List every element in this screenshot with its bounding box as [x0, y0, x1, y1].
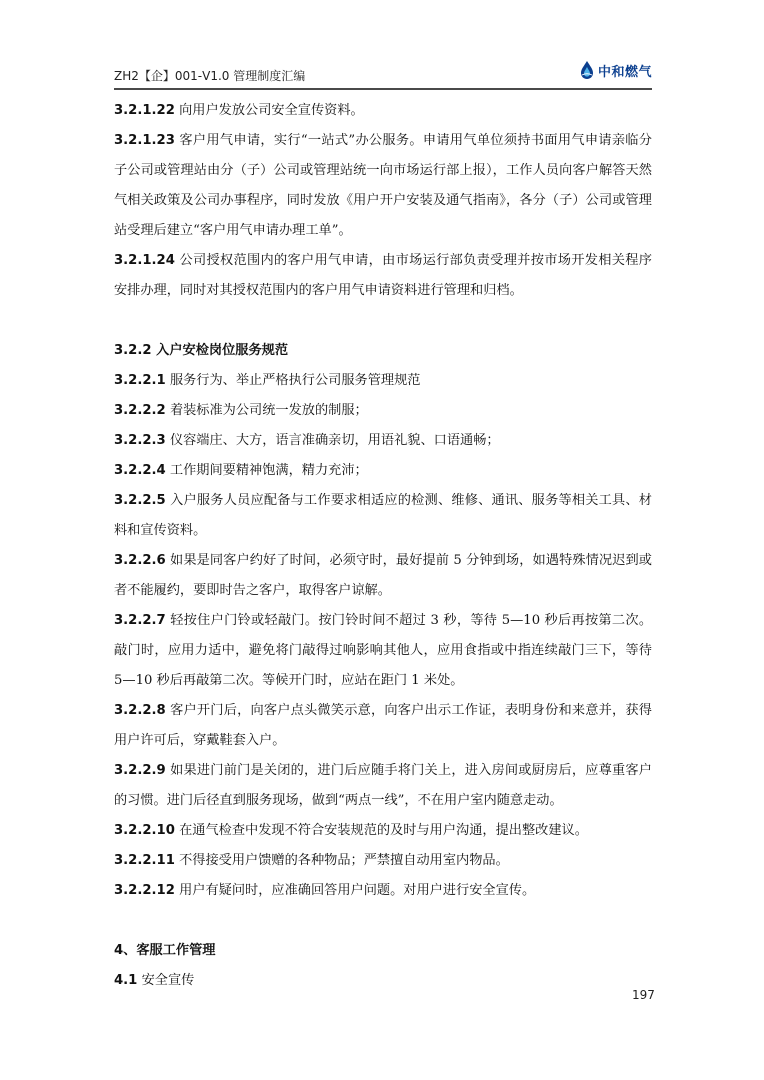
- section-heading-4: 4、客服工作管理: [114, 943, 216, 958]
- item-3-2-2-1: [114, 366, 652, 396]
- clause-number: 3.2.2.6: [114, 553, 166, 568]
- clause-number: 3.2.2.12: [114, 883, 175, 898]
- clause-number: 3.2.2.8: [114, 703, 166, 718]
- clause-text: 如果是同客户约好了时间，必须守时，最好提前 5 分钟到场，如遇特殊情况迟到或者不能履约，要即时告之客户，取得客户谅解。: [114, 553, 652, 598]
- clause-text: 不得接受用户馈赠的各种物品；严禁擅自动用室内物品。: [179, 853, 509, 868]
- item-3-2-2-11: [114, 846, 652, 876]
- clause-text: 安全宣传: [141, 973, 195, 988]
- clause-text: 仪容端庄、大方，语言准确亲切，用语礼貌、口语通畅；: [169, 433, 500, 448]
- item-3-2-2-5: [114, 486, 652, 546]
- paragraph-3-2-1-22: [114, 96, 652, 126]
- item-3-2-2-3: [114, 426, 652, 456]
- clause-text: 客户用气申请，实行“一站式”办公服务。申请用气单位须持书面用气申请亲临分子公司或管理站由分（子）公司或管理站统一向市场运行部上报），工作人员向客户解答天然气相关政策及公司办事程序，同时发放《用户开户安装及通气指南》，各分（子）公司或管理站受理后建立“客户用气申请办理工单”。: [114, 133, 652, 238]
- clause-text: 客户开门后，向客户点头微笑示意，向客户出示工作证，表明身份和来意并，获得用户许可后，穿戴鞋套入户。: [114, 703, 652, 748]
- company-logo: [579, 60, 652, 80]
- clause-number: 3.2.2.4: [114, 463, 166, 478]
- clause-text: 在通气检查中发现不符合安装规范的及时与用户沟通，提出整改建议。: [179, 823, 588, 838]
- clause-number: 3.2.2.1: [114, 373, 166, 388]
- clause-number: 3.2.2.9: [114, 763, 166, 778]
- item-3-2-2-12: [114, 876, 652, 906]
- clause-number: 3.2.2.3: [114, 433, 166, 448]
- clause-number: 4.1: [114, 973, 138, 988]
- item-3-2-2-9: [114, 756, 652, 816]
- clause-number: 3.2.2.2: [114, 403, 166, 418]
- paragraph-3-2-1-23: [114, 126, 652, 246]
- clause-number: 3.2.2.5: [114, 493, 166, 508]
- clause-text: 着装标准为公司统一发放的制服；: [169, 403, 368, 418]
- clause-text: 服务行为、举止严格执行公司服务管理规范: [169, 373, 421, 388]
- section-heading-3-2-2: 3.2.2 入户安检岗位服务规范: [114, 343, 289, 358]
- item-3-2-2-2: [114, 396, 652, 426]
- document-body: [114, 96, 652, 996]
- clause-number: 3.2.1.23: [114, 133, 175, 148]
- item-3-2-2-6: [114, 546, 652, 606]
- spacer: [114, 306, 652, 336]
- page-header: [114, 58, 652, 90]
- clause-text: 公司授权范围内的客户用气申请，由市场运行部负责受理并按市场开发相关程序安排办理，同时对其授权范围内的客户用气申请资料进行管理和归档。: [114, 253, 652, 298]
- clause-number: 3.2.1.24: [114, 253, 175, 268]
- clause-text: 轻按住户门铃或轻敲门。按门铃时间不超过 3 秒，等待 5—10 秒后再按第二次。敲门时，应用力适中，避免将门敲得过响影响其他人，应用食指或中指连续敲门三下，等待 5—10 秒后再敲第二次。等候开门时，应站在距门 1 米处。: [114, 613, 653, 688]
- paragraph-3-2-1-24: [114, 246, 652, 306]
- clause-number: 3.2.2.10: [114, 823, 175, 838]
- clause-text: 用户有疑问时，应准确回答用户问题。对用户进行安全宣传。: [179, 883, 536, 898]
- clause-text: 工作期间要精神饱满，精力充沛；: [169, 463, 368, 478]
- clause-number: 3.2.1.22: [114, 103, 175, 118]
- item-3-2-2-7: [114, 606, 652, 696]
- item-3-2-2-8: [114, 696, 652, 756]
- flame-drop-icon: [579, 60, 595, 80]
- clause-text: 入户服务人员应配备与工作要求相适应的检测、维修、通讯、服务等相关工具、材料和宣传资料。: [114, 493, 652, 538]
- item-3-2-2-4: [114, 456, 652, 486]
- clause-text: 向用户发放公司安全宣传资料。: [179, 103, 364, 118]
- header-doc-title: ZH2【企】001-V1.0 管理制度汇编: [114, 69, 306, 83]
- page-number: 197: [632, 988, 655, 1002]
- clause-number: 3.2.2.11: [114, 853, 175, 868]
- clause-number: 3.2.2.7: [114, 613, 166, 628]
- spacer: [114, 906, 652, 936]
- subsection-4-1: [114, 966, 652, 996]
- item-3-2-2-10: [114, 816, 652, 846]
- clause-text: 如果进门前门是关闭的，进门后应随手将门关上，进入房间或厨房后，应尊重客户的习惯。进门后径直到服务现场，做到“两点一线”，不在用户室内随意走动。: [114, 763, 652, 808]
- header-divider: [114, 88, 652, 90]
- logo-text: 中和燃气: [597, 64, 652, 80]
